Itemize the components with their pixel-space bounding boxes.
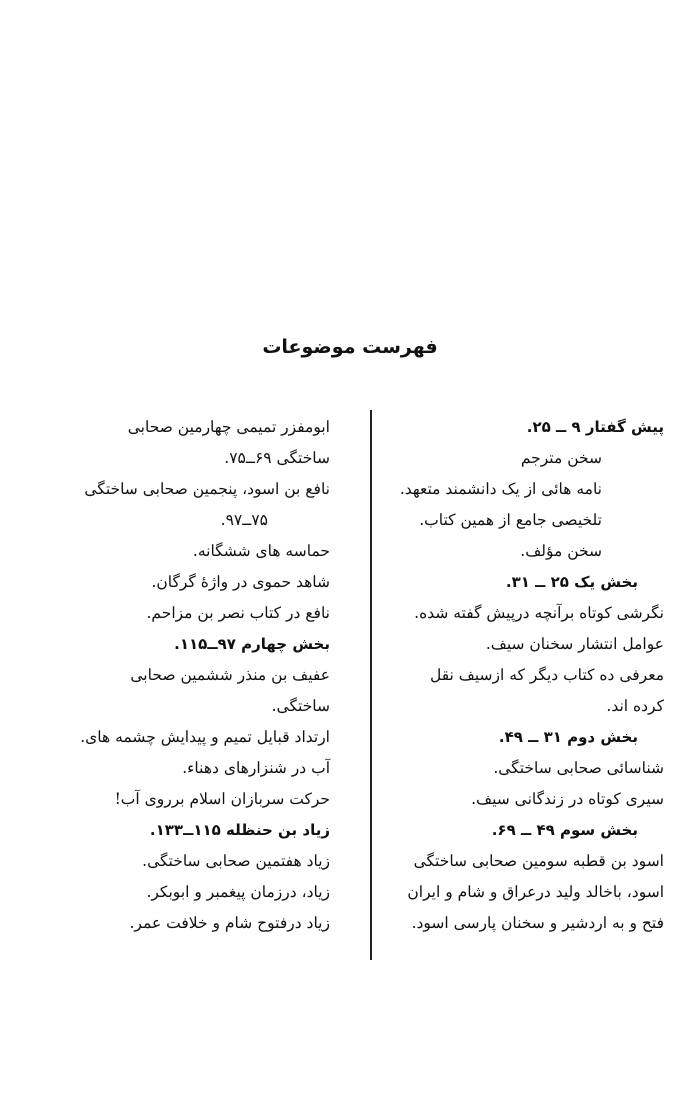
toc-entry: فتح و به اردشیر و سخنان پارسی اسود. xyxy=(411,914,664,932)
toc-entry: حماسه های ششگانه. xyxy=(192,542,330,560)
toc-section-heading: پیش گفتار ۹ ــ ۲۵. xyxy=(526,418,664,436)
toc-section-heading: بخش چهارم ۹۷ــ۱۱۵. xyxy=(174,635,330,653)
toc-entry: کرده اند. xyxy=(606,697,664,715)
toc-entry: نافع بن اسود، پنجمین صحابی ساختگی xyxy=(84,480,330,498)
toc-section-heading: بخش دوم ۳۱ ــ ۴۹. xyxy=(498,728,638,746)
toc-entry: زیاد، درزمان پیغمبر و ابوبکر. xyxy=(146,883,330,901)
toc-entry: عوامل انتشار سخنان سیف. xyxy=(485,635,664,653)
page-title: فهرست موضوعات xyxy=(262,336,438,358)
toc-entry: ارتداد قبایل تمیم و پیدایش چشمه های. xyxy=(80,728,330,746)
toc-section-heading: بخش یک ۲۵ ــ ۳۱. xyxy=(505,573,638,591)
toc-entry: ساختگی. xyxy=(271,697,330,715)
toc-section-heading: بخش سوم ۴۹ ــ ۶۹. xyxy=(491,821,638,839)
toc-entry: اسود بن قطبه سومین صحابی ساختگی xyxy=(413,852,664,870)
toc-entry: نافع در کتاب نصر بن مزاحم. xyxy=(146,604,330,622)
toc-entry: آب در شنزارهای دهناء. xyxy=(182,759,330,777)
toc-entry: سخن مترجم xyxy=(520,449,602,467)
toc-entry: زیاد درفتوح شام و خلافت عمر. xyxy=(129,914,330,932)
toc-entry: ساختگی ۶۹ــ۷۵. xyxy=(224,449,330,467)
toc-entry: شاهد حموی در واژهٔ گرگان. xyxy=(151,573,330,591)
toc-entry: اسود، باخالد ولید درعراق و شام و ایران xyxy=(407,883,664,901)
toc-right-column xyxy=(388,412,682,939)
toc-entry: سیری کوتاه در زندگانی سیف. xyxy=(471,790,664,808)
toc-entry: نامه هائی از یک دانشمند متعهد. xyxy=(399,480,602,498)
toc-entry: زیاد هفتمین صحابی ساختگی. xyxy=(142,852,330,870)
toc-entry: تلخیصی جامع از همین کتاب. xyxy=(419,511,602,529)
toc-entry: عفیف بن منذر ششمین صحابی xyxy=(130,666,330,684)
toc-left-column xyxy=(74,412,348,939)
toc-entry: حرکت سربازان اسلام برروی آب! xyxy=(114,790,330,808)
toc-entry: ابومفزر تمیمی چهارمین صحابی xyxy=(127,418,330,436)
toc-entry: نگرشی کوتاه برآنچه درپیش گفته شده. xyxy=(414,604,664,622)
toc-section-heading: زیاد بن حنظله ۱۱۵ــ۱۳۳. xyxy=(149,821,330,839)
toc-entry: معرفی ده کتاب دیگر که ازسیف نقل xyxy=(429,666,664,684)
column-divider xyxy=(370,410,372,960)
toc-entry: سخن مؤلف. xyxy=(520,542,602,560)
toc-entry: ۷۵ــ۹۷. xyxy=(220,511,268,529)
toc-entry: شناسائی صحابی ساختگی. xyxy=(493,759,664,777)
